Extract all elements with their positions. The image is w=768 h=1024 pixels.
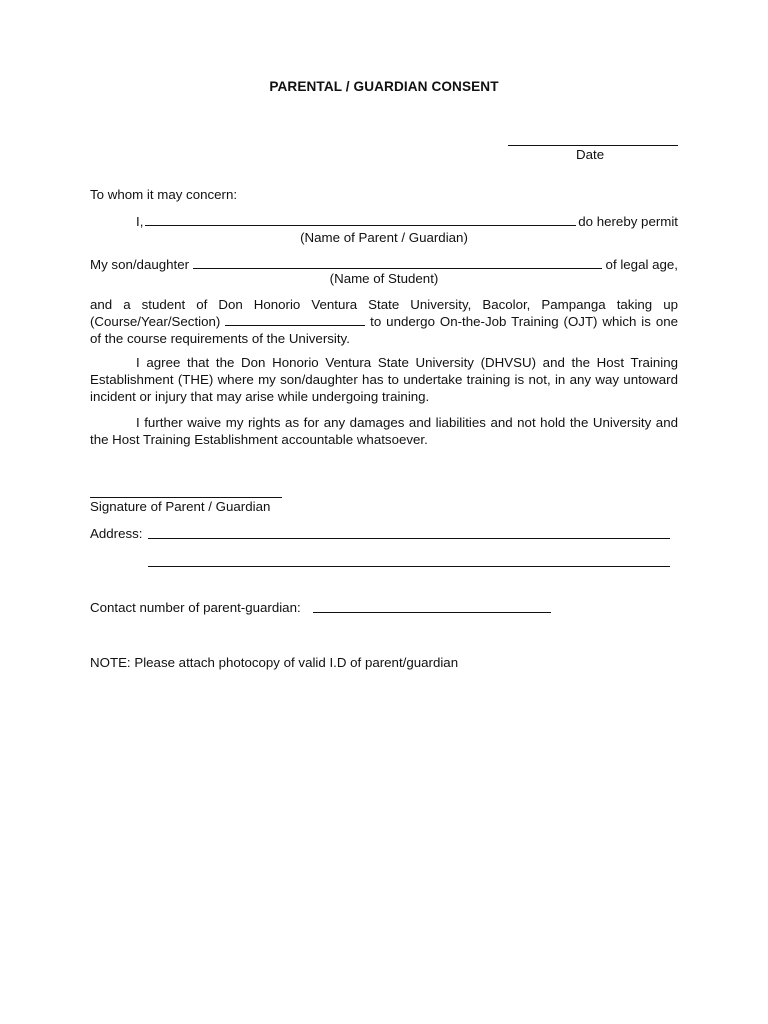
permit-prefix: I, [136, 214, 144, 229]
parent-name-caption: (Name of Parent / Guardian) [300, 230, 468, 245]
signature-blank-line [90, 489, 282, 498]
address-blank-line-2 [148, 565, 670, 567]
parent-name-blank [145, 213, 576, 226]
signature-label: Signature of Parent / Guardian [90, 499, 271, 514]
address-label: Address: [90, 526, 143, 541]
permit-suffix: do hereby permit [578, 214, 678, 229]
paragraph-agreement: I agree that the Don Honorio Ventura State University (DHVSU) and the Host Training Establishment (THE) where my son/daughter has to undertake training is not, in any way untoward incident or injury that may arise while undergoing training. [90, 355, 678, 404]
address-blank-line-1 [148, 537, 670, 539]
student-name-blank [193, 256, 602, 269]
para1-part-b: to undergo On-the-Job Training (OJT) which is one of the course requirements of the University. [90, 314, 679, 346]
para1-part-a: and a student of Don Honorio Ventura State University, Bacolor, Pampanga taking up (Course/Year/Section) [90, 297, 678, 329]
paragraph-course [90, 296, 678, 347]
course-blank [225, 315, 365, 326]
document-title: PARENTAL / GUARDIAN CONSENT [269, 79, 499, 94]
contact-blank-line [313, 611, 551, 613]
parent-permit-row [90, 213, 678, 230]
paragraph-waiver: I further waive my rights as for any damages and liabilities and not hold the University and the Host Training Establishment accountable whatsoever. [90, 415, 678, 447]
student-name-caption: (Name of Student) [329, 271, 439, 286]
note-text: NOTE: Please attach photocopy of valid I.D of parent/guardian [90, 655, 459, 670]
student-prefix: My son/daughter [90, 257, 190, 272]
contact-label: Contact number of parent-guardian: [90, 600, 301, 615]
student-suffix: of legal age, [605, 257, 678, 272]
date-blank-line [508, 137, 678, 146]
date-label: Date [576, 147, 605, 162]
salutation: To whom it may concern: [90, 187, 238, 202]
